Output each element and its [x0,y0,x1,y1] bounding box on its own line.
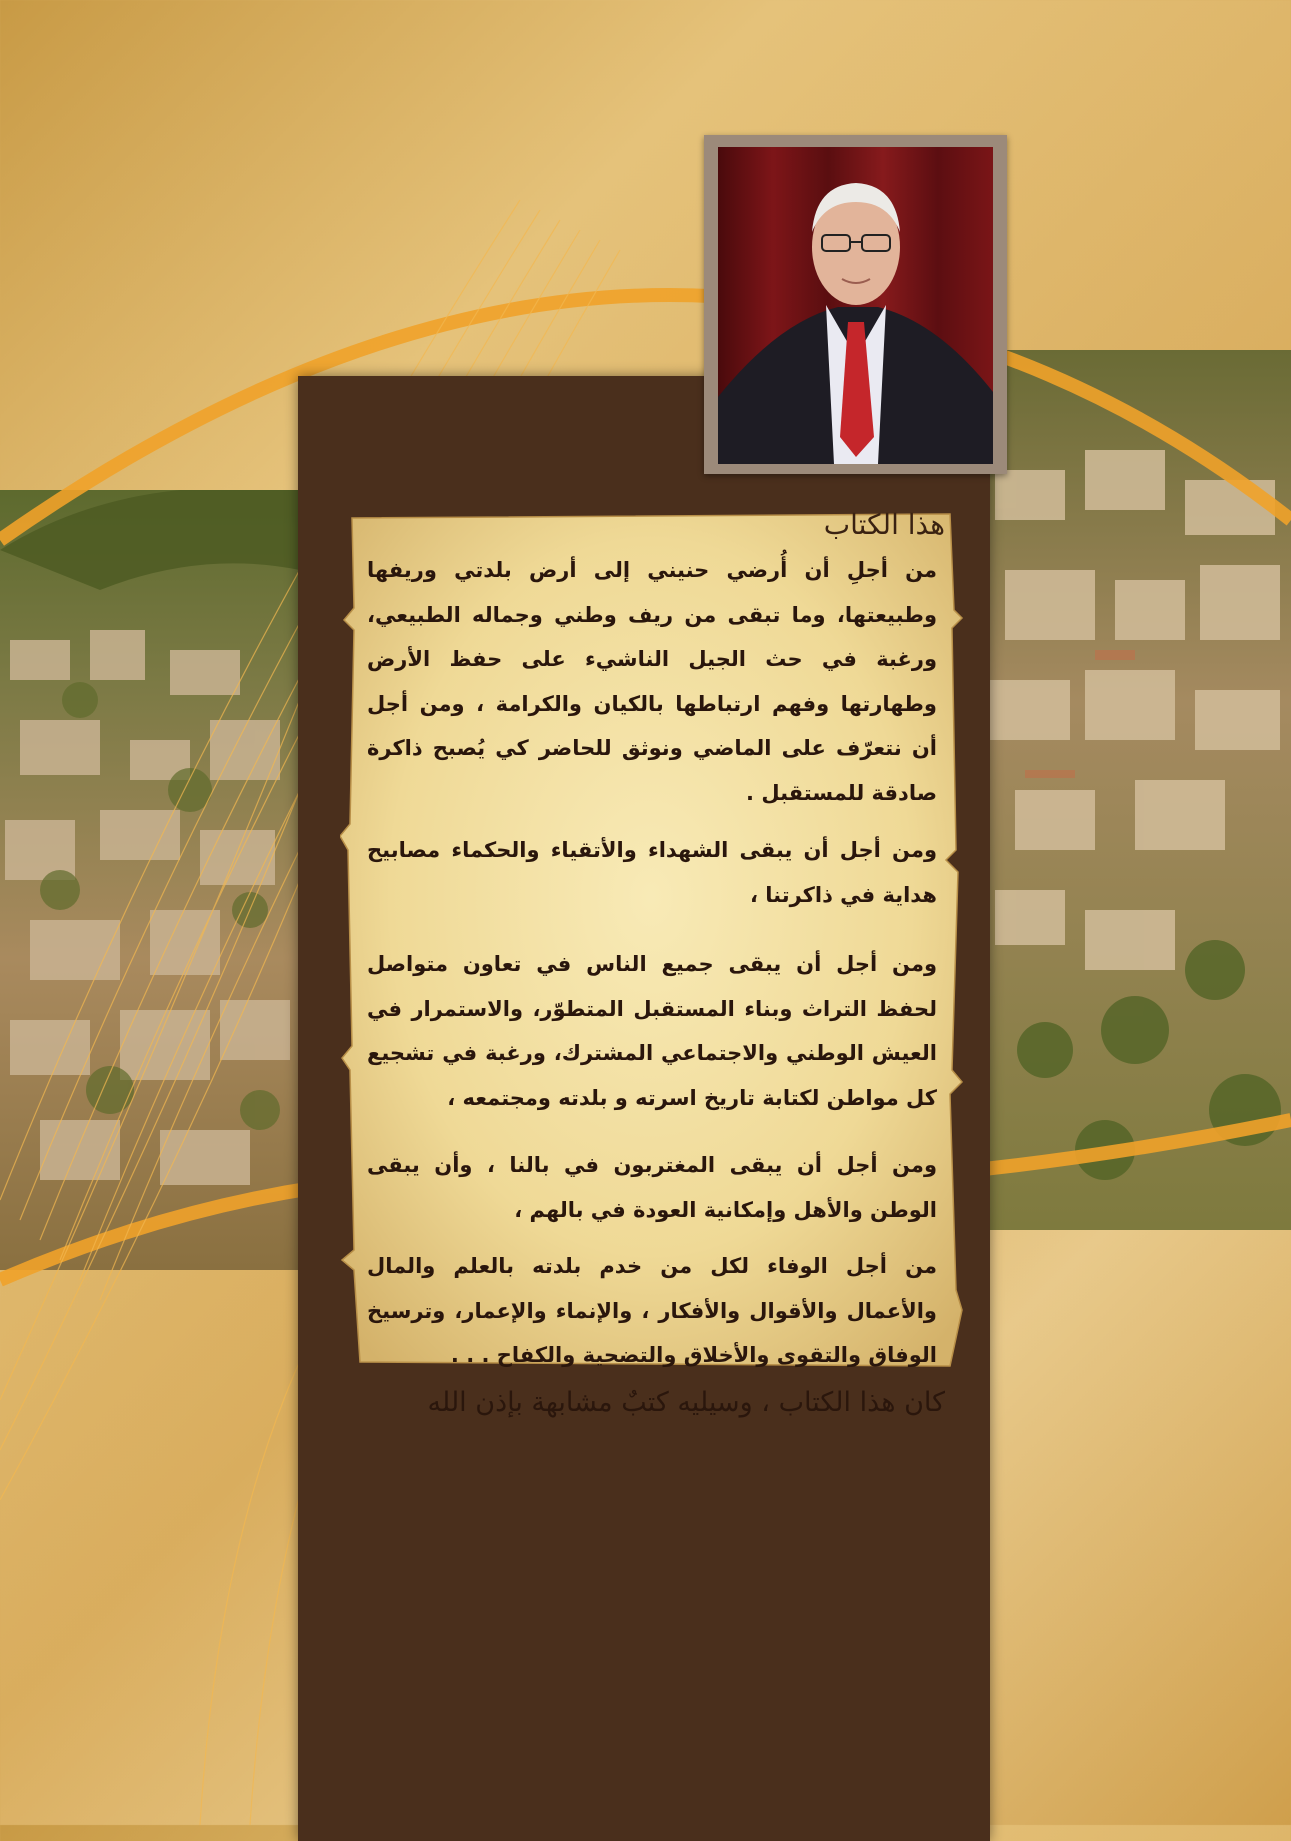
closing-line: كان هذا الكتاب ، وسيليه كتبٌ مشابهة بإذن الله [427,1387,945,1418]
parchment-scroll [340,508,965,1418]
paragraph-4: ومن أجل أن يبقى المغتربون في بالنا ، وأن يبقى الوطن والأهل وإمكانية العودة في بالهم ، [367,1153,937,1222]
author-photo-frame [704,135,1007,474]
paragraph-2: ومن أجل أن يبقى الشهداء والأتقياء والحكماء مصابيح هداية في ذاكرتنا ، [367,838,937,907]
paragraph-1: من أجلِ أن أُرضي حنيني إلى أرض بلدتي وريفها وطبيعتها، وما تبقى من ريف وطني وجماله الطبيعي، ورغبة في حث الجيل الناشيء على حفظ الأرض وطهارتها وفهم ارتباطها بالكيان والكرامة ، ومن أجل أن نتعرّف على الماضي ونوثق للحاضر كي يُصبح ذاكرة صادقة للمستقبل . [367,558,937,805]
paragraph-5: من أجل الوفاء لكل من خدم بلدته بالعلم والمال والأعمال والأقوال والأفكار ، والإنماء والإعمار، وترسيخ الوفاق والتقوى والأخلاق والتضحية والكفاح . . . [367,1254,937,1367]
section-heading: هذا الكتاب [823,508,945,541]
paragraph-3: ومن أجل أن يبقى جميع الناس في تعاون متواصل لحفظ التراث وبناء المستقبل المتطوّر، والاستمرار في العيش الوطني والاجتماعي المشترك، ورغبة في تشجيع كل مواطن لكتابة تاريخ اسرته و بلدته ومجتمعه ، [367,952,937,1110]
author-photo [718,147,993,464]
